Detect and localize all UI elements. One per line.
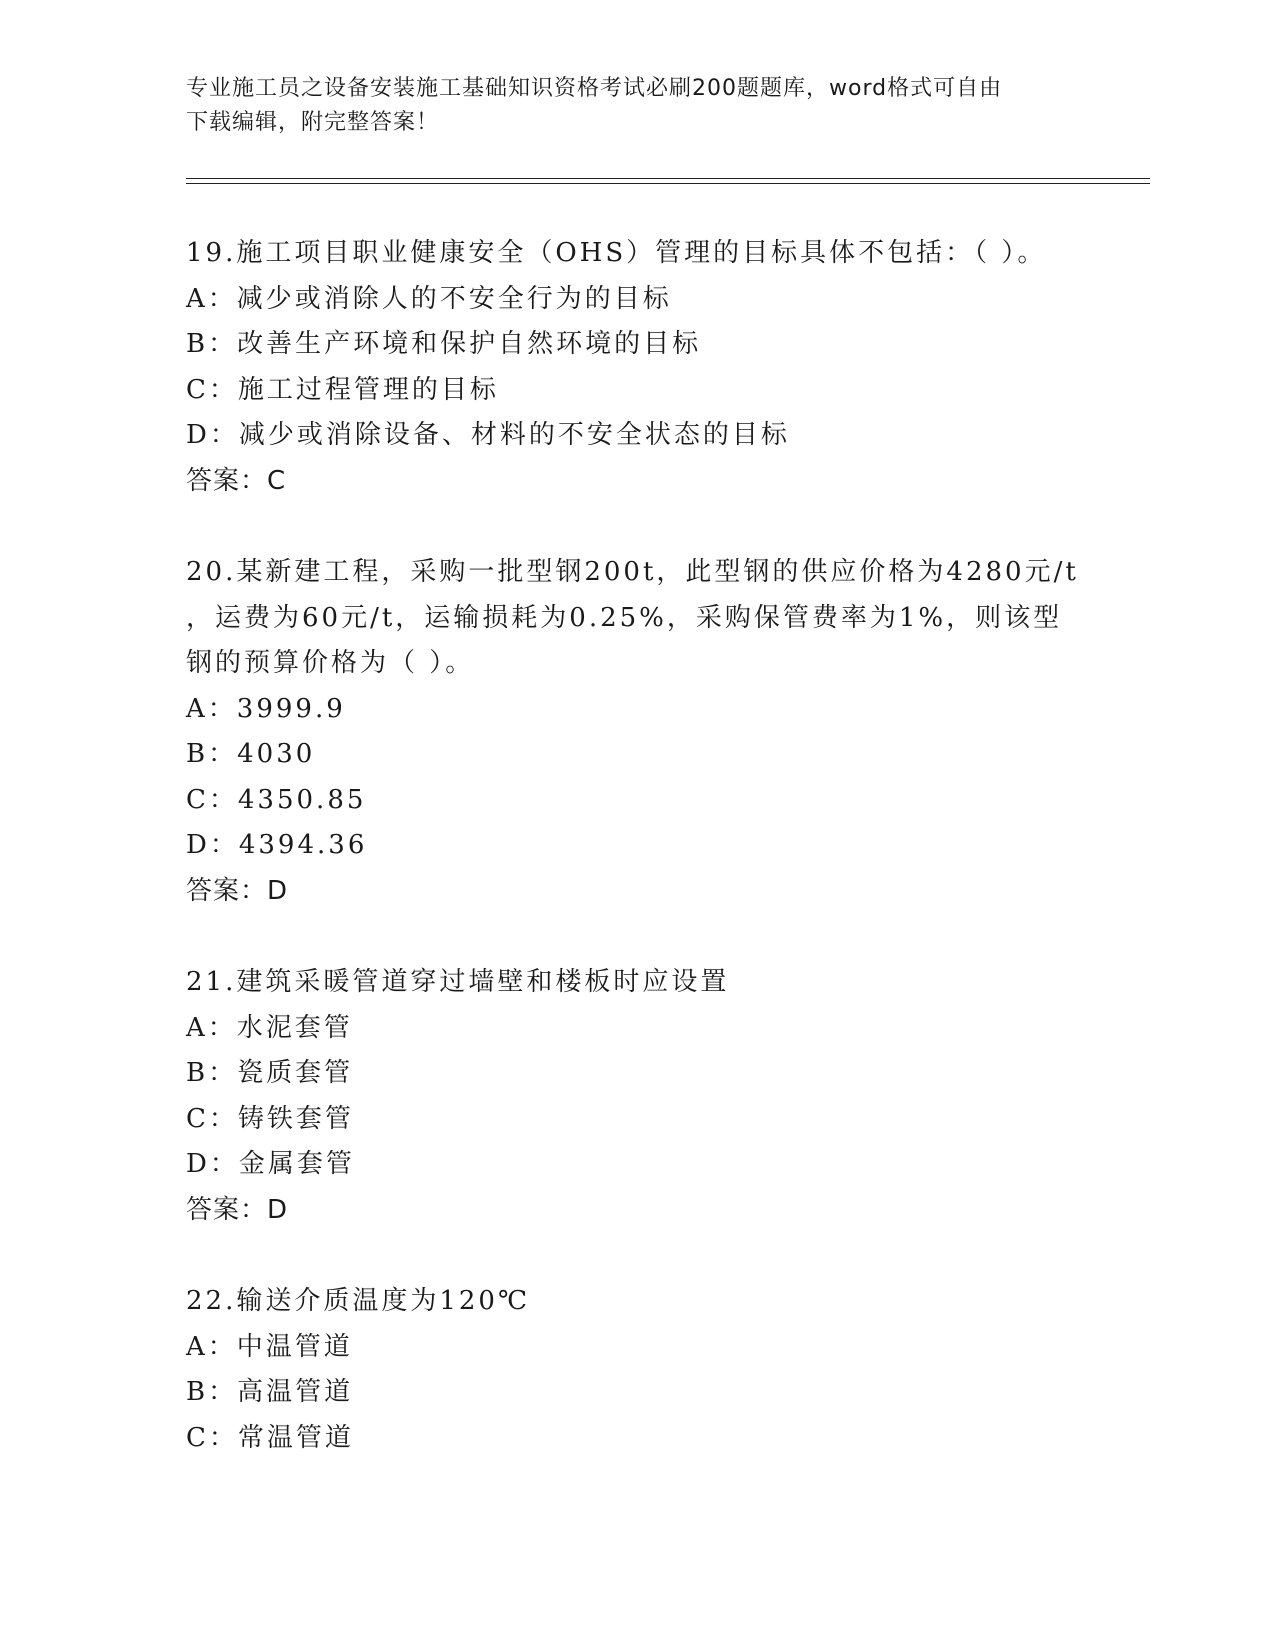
header-line-2: 下载编辑，附完整答案！ — [186, 110, 440, 135]
header-divider-top — [186, 178, 1150, 179]
option-c: C：4350.85 — [186, 784, 367, 815]
answer-line: 答案：C — [186, 465, 287, 496]
answer-line: 答案：D — [186, 875, 289, 906]
option-c: C：铸铁套管 — [186, 1103, 354, 1134]
header-divider-bottom — [186, 183, 1150, 184]
document-header — [186, 72, 1066, 140]
question-list — [186, 231, 1086, 1507]
question-stem-line-3: 钢的预算价格为（ ）。 — [186, 648, 475, 678]
question-19 — [186, 231, 1086, 504]
option-a: A：3999.9 — [186, 693, 346, 724]
question-stem: 19.施工项目职业健康安全（OHS）管理的目标具体不包括：（ ）。 — [186, 238, 1047, 268]
question-21 — [186, 960, 1086, 1233]
option-b: B：瓷质套管 — [186, 1058, 354, 1088]
option-a: A：减少或消除人的不安全行为的目标 — [186, 283, 672, 314]
option-c: C：常温管道 — [186, 1422, 354, 1453]
answer-line: 答案：D — [186, 1194, 289, 1225]
option-c: C：施工过程管理的目标 — [186, 374, 499, 405]
question-20 — [186, 550, 1086, 914]
option-d: D：金属套管 — [186, 1149, 355, 1179]
option-a: A：中温管道 — [186, 1331, 353, 1362]
question-stem: 21.建筑采暖管道穿过墙壁和楼板时应设置 — [186, 967, 730, 997]
option-b: B：改善生产环境和保护自然环境的目标 — [186, 329, 702, 359]
question-stem-line-2: ，运费为60元/t，运输损耗为0.25%，采购保管费率为1%，则该型 — [186, 602, 1063, 633]
header-line-1: 专业施工员之设备安装施工基础知识资格考试必刷200题题库，word格式可自由 — [186, 76, 1003, 101]
question-stem-line-1: 20.某新建工程，采购一批型钢200t，此型钢的供应价格为4280元/t — [186, 557, 1079, 587]
option-b: B：4030 — [186, 739, 316, 769]
option-a: A：水泥套管 — [186, 1012, 353, 1043]
question-stem: 22.输送介质温度为120℃ — [186, 1286, 531, 1316]
option-b: B：高温管道 — [186, 1377, 354, 1407]
question-22 — [186, 1279, 1086, 1461]
option-d: D：减少或消除设备、材料的不安全状态的目标 — [186, 420, 790, 450]
option-d: D：4394.36 — [186, 830, 368, 860]
